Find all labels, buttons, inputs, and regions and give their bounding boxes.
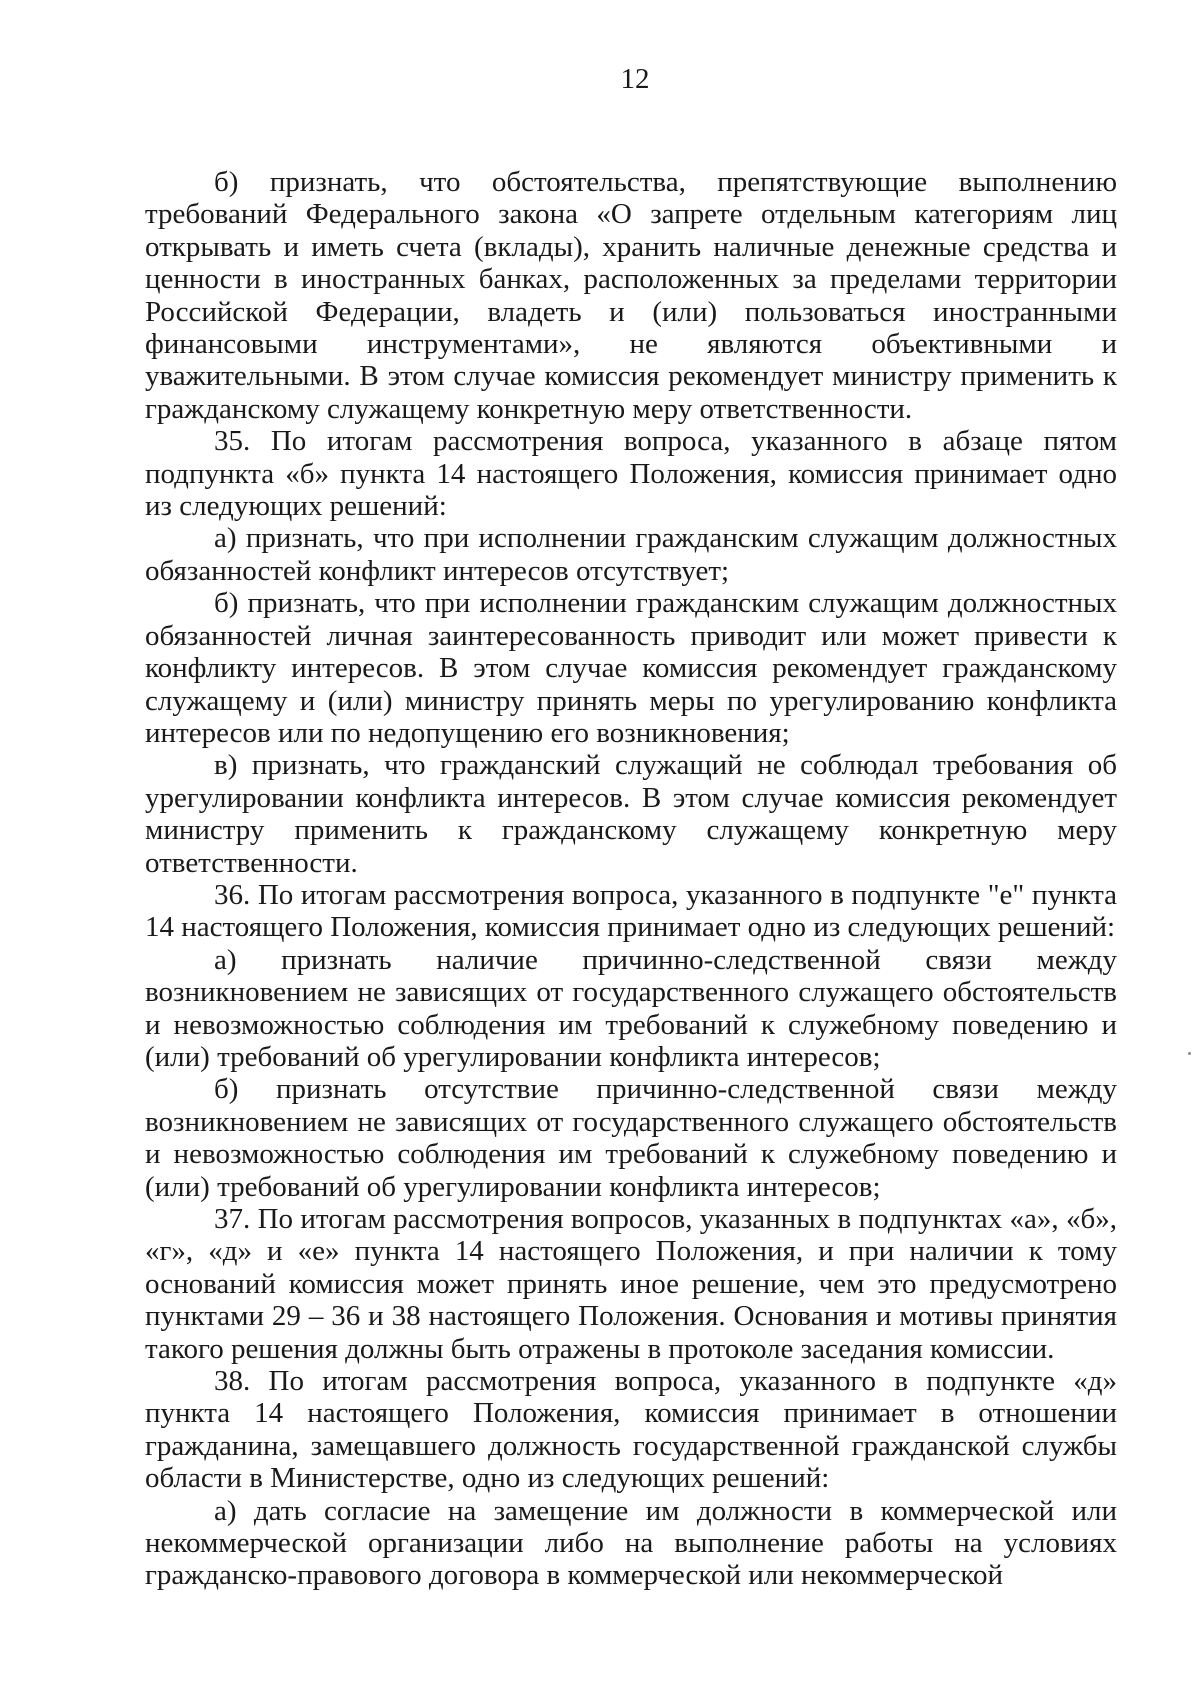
paragraph-36: 36. По итогам рассмотрения вопроса, указанного в подпункте "е" пункта 14 настоящего Положения, комиссия принимает одно из следующих решений: [145,878,1117,944]
document-body [145,166,1117,1592]
paragraph-37: 37. По итогам рассмотрения вопросов, указанных в подпунктах «а», «б», «г», «д» и «е» пункта 14 настоящего Положения, и при наличии к тому оснований комиссия может принять иное решение, чем это предусмотрено пунктами 29 – 36 и 38 настоящего Положения. Основания и мотивы принятия такого решения должны быть отражены в протоколе заседания комиссии. [145,1203,1117,1365]
paragraph-35: 35. По итогам рассмотрения вопроса, указанного в абзаце пятом подпункта «б» пункта 14 настоящего Положения, комиссия принимает одно из следующих решений: [145,425,1117,523]
paragraph-35v: в) признать, что гражданский служащий не соблюдал требования об урегулировании конфликта интересов. В этом случае комиссия рекомендует министру применить к гражданскому служащему конкретную меру ответственности. [145,749,1117,879]
paragraph-36a: а) признать наличие причинно-следственной связи между возникновением не зависящих от государственного служащего обстоятельств и невозможностью соблюдения им требований к служебному поведению и (или) требований об урегулировании конфликта интересов; [145,943,1117,1073]
paragraph-36b: б) признать отсутствие причинно-следственной связи между возникновением не зависящих от государственного служащего обстоятельств и невозможностью соблюдения им требований к служебному поведению и (или) требований об урегулировании конфликта интересов; [145,1073,1117,1203]
page-number: 12 [620,63,650,95]
paragraph-38: 38. По итогам рассмотрения вопроса, указанного в подпункте «д» пункта 14 настоящего Положения, комиссия принимает в отношении гражданина, замещавшего должность государственной гражданской службы области в Министерстве, одно из следующих решений: [145,1365,1117,1495]
paragraph-35a: а) признать, что при исполнении гражданским служащим должностных обязанностей конфликт интересов отсутствует; [145,522,1117,587]
paragraph-35b: б) признать, что при исполнении гражданским служащим должностных обязанностей личная заинтересованность приводит или может привести к конфликту интересов. В этом случае комиссия рекомендует гражданскому служащему и (или) министру принять меры по урегулированию конфликта интересов или по недопущению его возникновения; [145,587,1117,749]
paragraph-38a: а) дать согласие на замещение им должности в коммерческой или некоммерческой организации либо на выполнение работы на условиях гражданско-правового договора в коммерческой или некоммерческой [145,1494,1117,1592]
paragraph-34b: б) признать, что обстоятельства, препятствующие выполнению требований Федерального закона «О запрете отдельным категориям лиц открывать и иметь счета (вклады), хранить наличные денежные средства и ценности в иностранных банках, расположенных за пределами территории Российской Федерации, владеть и (или) пользоваться иностранными финансовыми инструментами», не являются объективными и уважительными. В этом случае комиссия рекомендует министру применить к гражданскому служащему конкретную меру ответственности. [145,166,1117,425]
scan-speck [1188,1052,1191,1055]
